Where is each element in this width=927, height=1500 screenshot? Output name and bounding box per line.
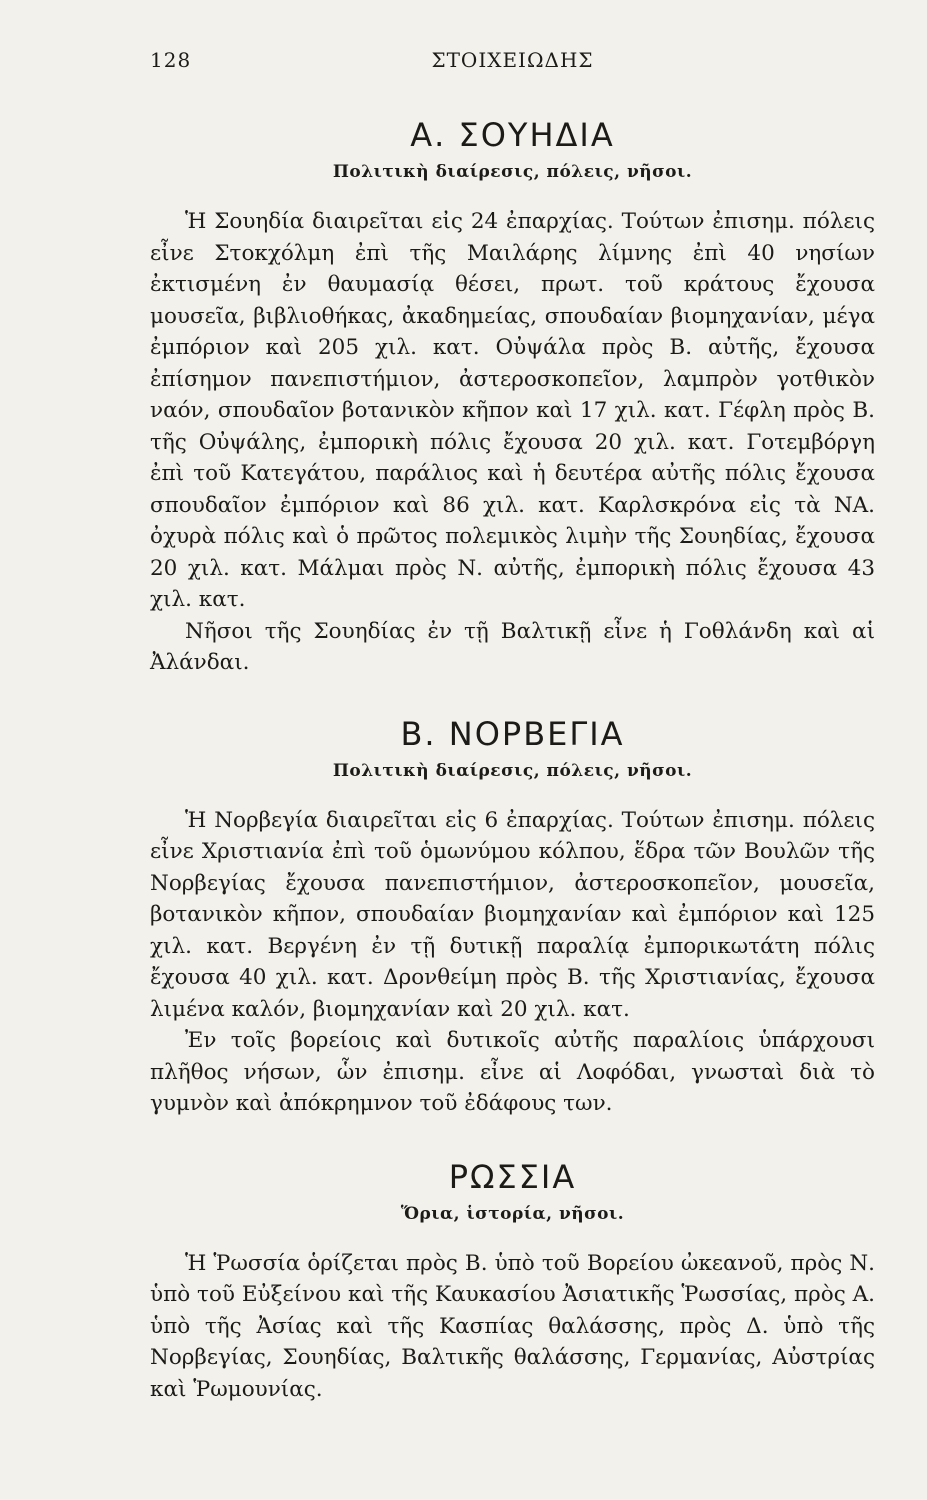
section-title: Β. ΝΟΡΒΕΓΙΑ	[400, 714, 625, 753]
paragraph: Ἐν τοῖς βορείοις καὶ δυτικοῖς αὐτῆς παραλίοις ὑπάρχουσι πλῆθος νήσων, ὧν ἐπισημ. εἶνε αἱ Λοφόδαι, γνωσταὶ διὰ τὸ γυμνὸν καὶ ἀπόκρημνον τοῦ ἐδάφους των.	[150, 1028, 875, 1116]
running-title: ΣΤΟΙΧΕΙΩΔΗΣ	[431, 48, 594, 72]
running-header	[150, 40, 875, 80]
paragraph: Ἡ Νορβεγία διαιρεῖται εἰς 6 ἐπαρχίας. Τούτων ἐπισημ. πόλεις εἶνε Χριστιανία ἐπὶ τοῦ ὁμωνύμου κόλπου, ἕδρα τῶν Βουλῶν τῆς Νορβεγίας ἔχουσα πανεπιστήμιον, ἀστεροσκοπεῖον, μουσεῖα, βοτανικὸν κῆπον, σπουδαίαν βιομηχανίαν καὶ ἐμπόριον καὶ 125 χιλ. κατ. Βεργένη ἐν τῇ δυτικῇ παραλίᾳ ἐμπορικωτάτη πόλις ἔχουσα 40 χιλ. κατ. Δρονθείμη πρὸς Β. τῆς Χριστιανίας, ἔχουσα λιμένα καλόν, βιομηχανίαν καὶ 20 χιλ. κατ.	[150, 807, 875, 1022]
section-norway	[150, 715, 875, 1120]
section-title: ΡΩΣΣΙΑ	[448, 1157, 577, 1196]
section-subtitle: Πολιτικὴ διαίρεσις, πόλεις, νῆσοι.	[332, 162, 693, 182]
book-page	[150, 40, 875, 1405]
section-sweden	[150, 116, 875, 679]
paragraph: Νῆσοι τῆς Σουηδίας ἐν τῇ Βαλτικῇ εἶνε ἡ Γοθλάνδη καὶ αἱ Ἀλάνδαι.	[150, 618, 875, 675]
paragraph: Ἡ Σουηδία διαιρεῖται εἰς 24 ἐπαρχίας. Τούτων ἐπισημ. πόλεις εἶνε Στοκχόλμη ἐπὶ τῆς Μαιλάρης λίμνης ἐπὶ 40 νησίων ἐκτισμένη ἐν θαυμασίᾳ θέσει, πρωτ. τοῦ κράτους ἔχουσα μουσεῖα, βιβλιοθήκας, ἀκαδημείας, σπουδαίαν βιομηχανίαν, μέγα ἐμπόριον καὶ 205 χιλ. κατ. Οὐψάλα πρὸς Β. αὐτῆς, ἔχουσα ἐπίσημον πανεπιστήμιον, ἀστεροσκοπεῖον, λαμπρὸν γοτθικὸν ναόν, σπουδαῖον βοτανικὸν κῆπον καὶ 17 χιλ. κατ. Γέφλη πρὸς Β. τῆς Οὐψάλης, ἐμπορικὴ πόλις ἔχουσα 20 χιλ. κατ. Γοτεμβόργη ἐπὶ τοῦ Κατεγάτου, παράλιος καὶ ἡ δευτέρα αὐτῆς πόλις ἔχουσα σπουδαῖον ἐμπόριον καὶ 86 χιλ. κατ. Καρλσκρόνα εἰς τὰ ΝΑ. ὀχυρὰ πόλις καὶ ὁ πρῶτος πολεμικὸς λιμὴν τῆς Σουηδίας, ἔχουσα 20 χιλ. κατ. Μάλμαι πρὸς Ν. αὐτῆς, ἐμπορικὴ πόλις ἔχουσα 43 χιλ. κατ.	[150, 209, 875, 612]
section-russia	[150, 1158, 875, 1406]
paragraph: Ἡ Ῥωσσία ὁρίζεται πρὸς Β. ὑπὸ τοῦ Βορείου ὠκεανοῦ, πρὸς Ν. ὑπὸ τοῦ Εὐξείνου καὶ τῆς Καυκασίου Ἀσιατικῆς Ῥωσσίας, πρὸς Α. ὑπὸ τῆς Ἀσίας καὶ τῆς Κασπίας θαλάσσης, πρὸς Δ. ὑπὸ τῆς Νορβεγίας, Σουηδίας, Βαλτικῆς θαλάσσης, Γερμανίας, Αὐστρίας καὶ Ῥωμουνίας.	[150, 1250, 875, 1402]
section-subtitle: Ὅρια, ἱστορία, νῆσοι.	[400, 1203, 625, 1224]
page-number: 128	[150, 48, 192, 72]
section-title: Α. ΣΟΥΗΔΙΑ	[410, 116, 615, 154]
section-subtitle: Πολιτικὴ διαίρεσις, πόλεις, νῆσοι.	[332, 760, 693, 781]
